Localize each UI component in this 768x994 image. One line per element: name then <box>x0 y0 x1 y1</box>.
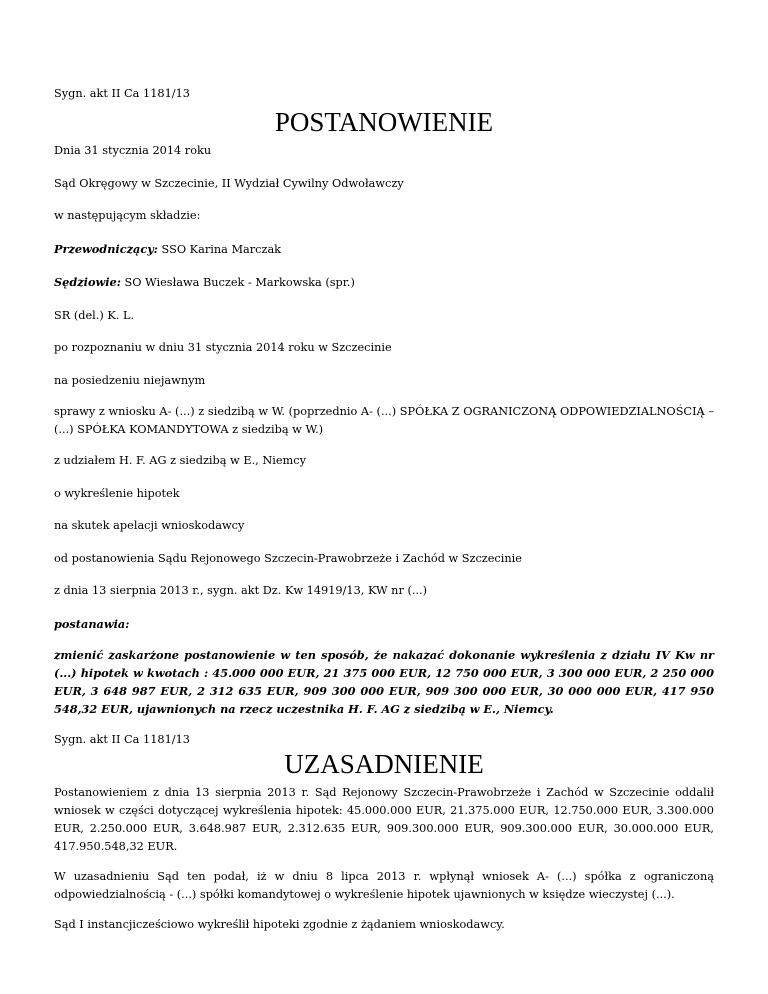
appeal-line: na skutek apelacji wnioskodawcy <box>54 519 245 532</box>
document-page <box>54 84 714 946</box>
hearing-line: po rozpoznaniu w dniu 31 stycznia 2014 roku w Szczecinie <box>54 341 392 354</box>
ruling-text: zmienić zaskarżone postanowienie w ten sposób, że nakazać dokonanie wykreślenia z działu IV Kw nr (...) hipotek w kwotach : 45.000 000 EUR, 21 375 000 EUR, 12 750 000 EUR, 3 300 000 EUR, 2 250 000 EUR, 3 648 987 EUR, 2 312 635 EUR, 909 300 000 EUR, 909 300 000 EUR, 30 000 000 EUR, 417 950 548,32 EUR, ujawnionych na rzecz uczestnika H. F. AG z siedzibą w E., Niemcy. <box>54 648 714 716</box>
justification-paragraph-3: Sąd I instancjicześciowo wykreślił hipoteki zgodnie z żądaniem wnioskodawcy. <box>54 918 505 931</box>
court-line: Sąd Okręgowy w Szczecinie, II Wydział Cywilny Odwoławczy <box>54 176 404 190</box>
justification-title: UZASADNIENIE <box>284 749 484 779</box>
case-signature-top: Sygn. akt II Ca 1181/13 <box>54 87 190 100</box>
presiding-label: Przewodniczący: <box>54 241 158 256</box>
decision-date-line: z dnia 13 sierpnia 2013 r., sygn. akt Dz. Kw 14919/13, KW nr (...) <box>54 584 428 597</box>
document-title: POSTANOWIENIE <box>274 107 494 137</box>
composition-line: w następującym składzie: <box>54 209 201 222</box>
presiding-value: SSO Karina Marczak <box>157 242 282 256</box>
judges-line <box>54 272 714 293</box>
justification-paragraph-2: W uzasadnieniu Sąd ten podał, iż w dniu 8 lipca 2013 r. wpłynął wniosek A- (...) spółka z ograniczoną odpowiedzialnością - (...) spółki komandytowej o wykreślenie hipotek ujawnionych w księdze wieczystej (...). <box>54 870 714 901</box>
judges-label: Sędziowie: <box>54 275 121 289</box>
case-signature-justification: Sygn. akt II Ca 1181/13 <box>54 733 190 746</box>
date-line: Dnia 31 stycznia 2014 roku <box>54 144 212 157</box>
subject-line: o wykreślenie hipotek <box>54 486 180 500</box>
justification-paragraph-1: Postanowieniem z dnia 13 sierpnia 2013 r. Sąd Rejonowy Szczecin-Prawobrzeże i Zachód w Szczecinie oddalił wniosek w części dotyczącej wykreślenia hipotek: 45.000.000 EUR, 21.375.000 EUR, 12.750.000 EUR, 3.300.000 EUR, 2.250.000 EUR, 3.648.987 EUR, 2.312.635 EUR, 909.300.000 EUR, 909.300.000 EUR, 30.000.000 EUR, 417.950.548,32 EUR. <box>54 786 714 853</box>
judges-value: SO Wiesława Buczek - Markowska (spr.) <box>120 276 355 289</box>
session-line: na posiedzeniu niejawnym <box>54 373 206 387</box>
case-line: sprawy z wniosku A- (...) z siedzibą w W. (poprzednio A- (...) SPÓŁKA Z OGRANICZONĄ ODPOWIEDZIALNOŚCIĄ – (...) SPÓŁKA KOMANDYTOWA z siedzibą w W.) <box>54 405 714 436</box>
presiding-judge-line <box>54 239 714 260</box>
participant-line: z udziałem H. F. AG z siedzibą w E., Niemcy <box>54 454 306 467</box>
judge-extra-line: SR (del.) K. L. <box>54 308 135 322</box>
from-decision-line: od postanowienia Sądu Rejonowego Szczecin-Prawobrzeże i Zachód w Szczecinie <box>54 551 522 565</box>
resolves-label: postanawia: <box>54 616 130 631</box>
